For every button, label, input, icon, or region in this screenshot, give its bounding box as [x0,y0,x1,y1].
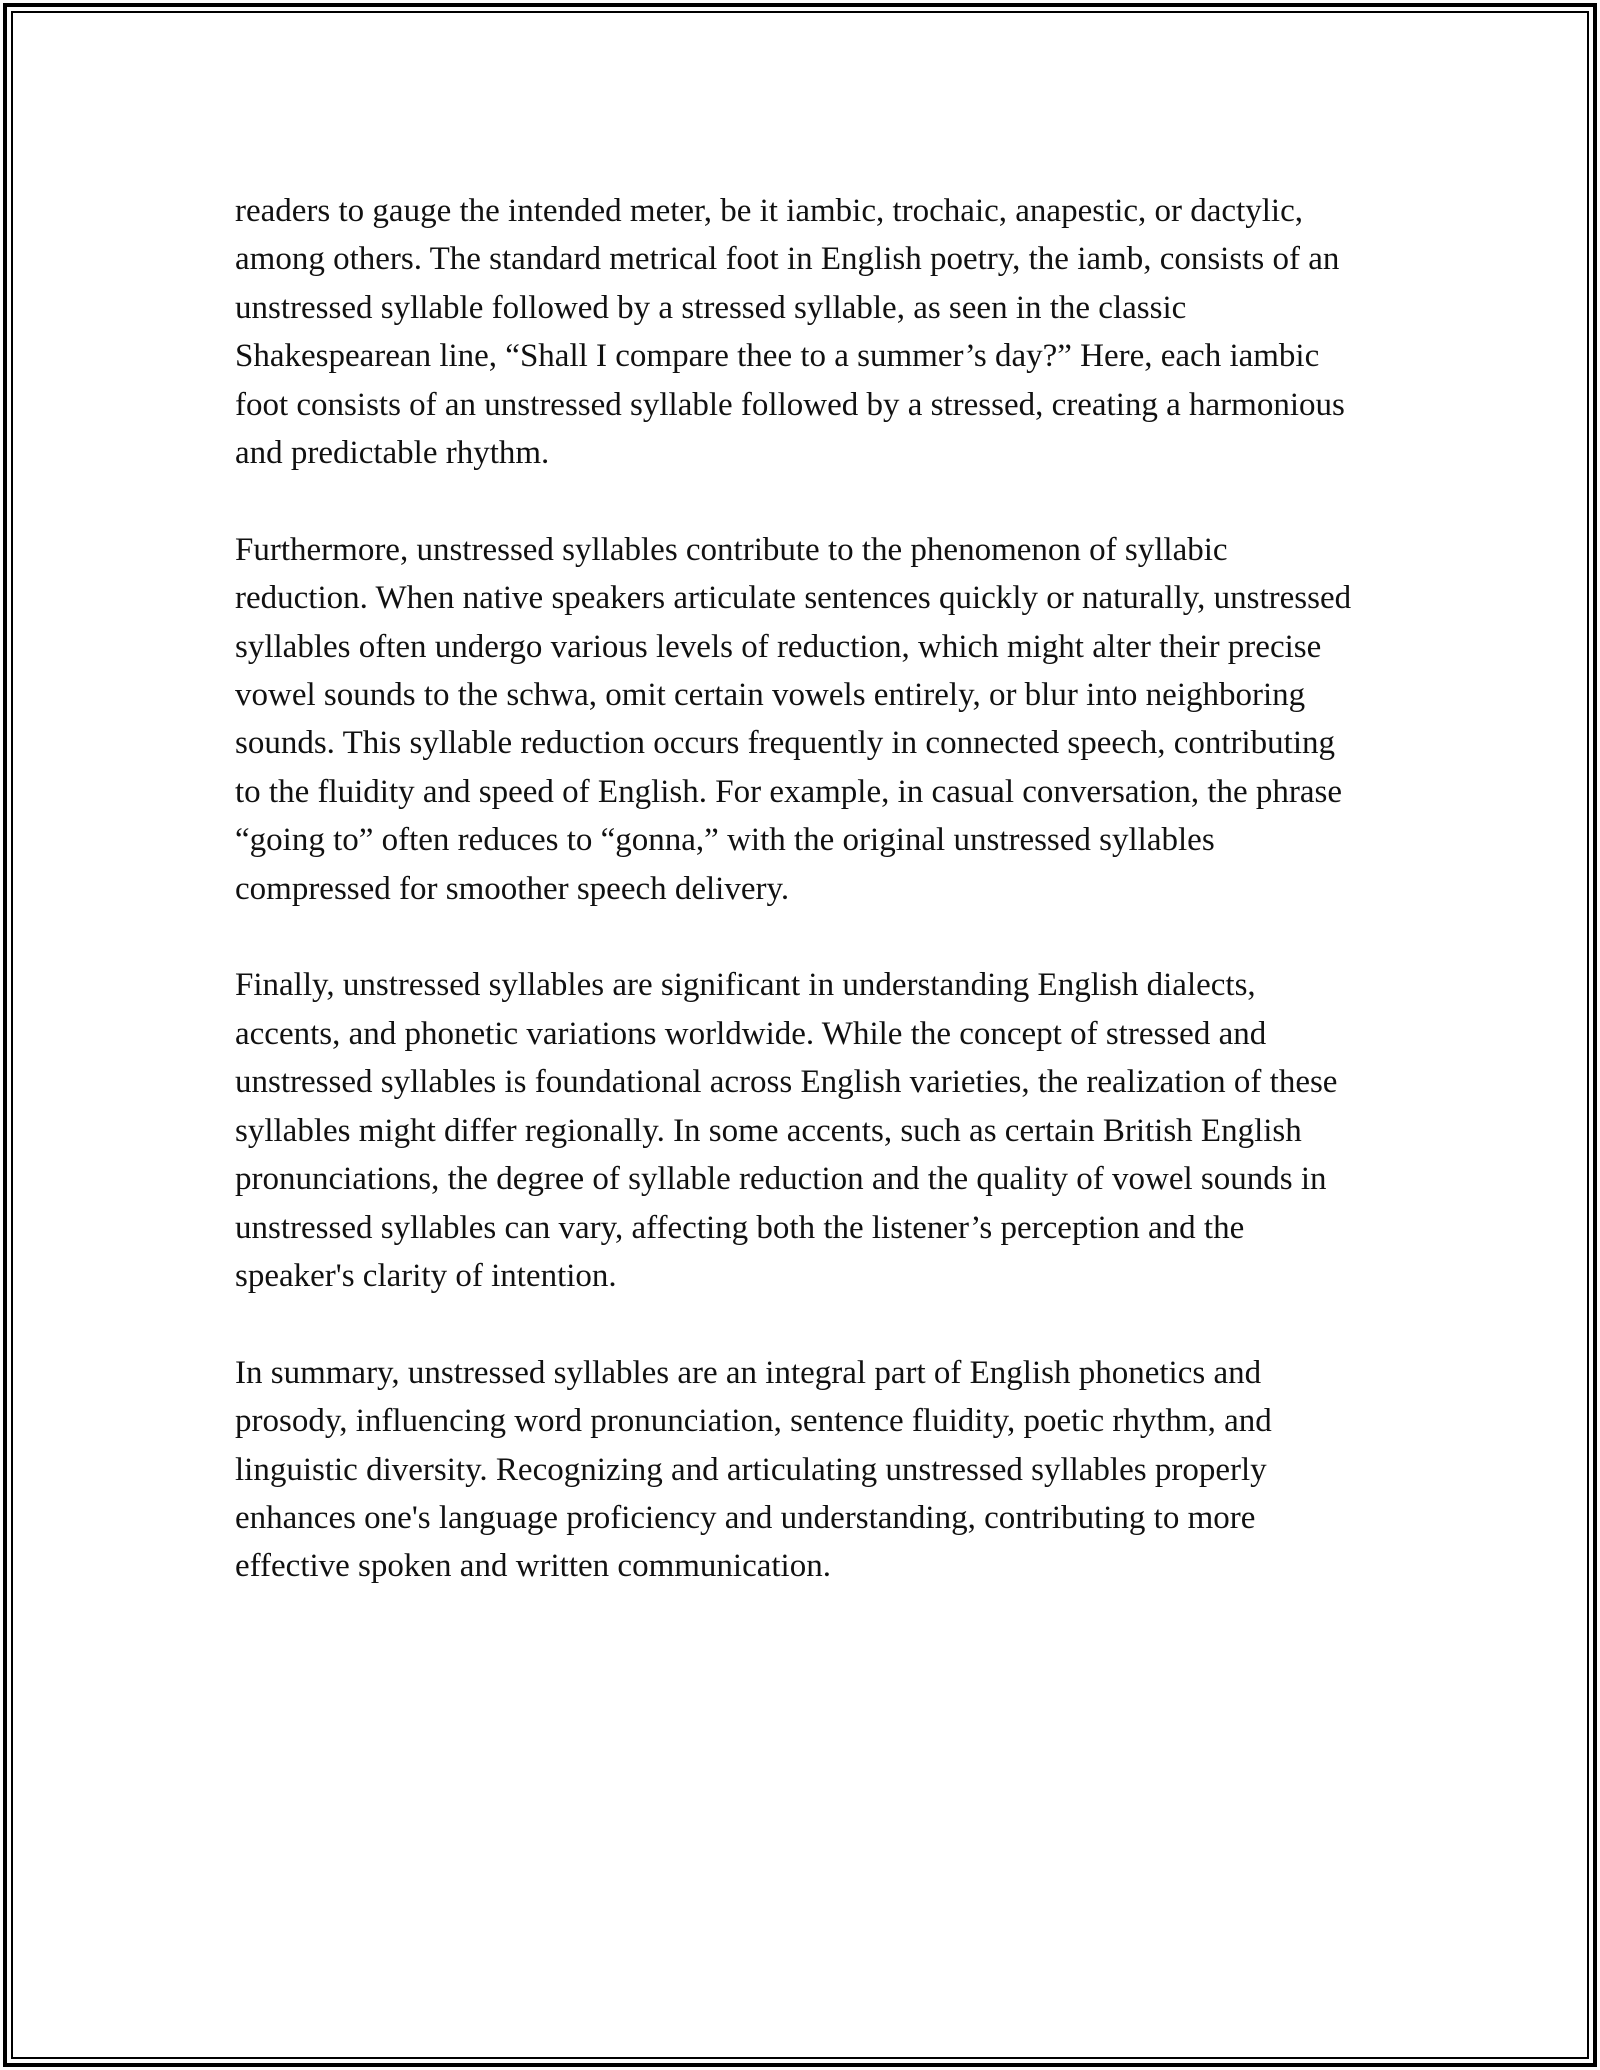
paragraph-dialects: Finally, unstressed syllables are significant in understanding English dialects, accents, and phonetic variations worldwide. While the concept of stressed and unstressed syllables is foundational across English varieties, the realization of these syllables might differ regionally. In some accents, such as certain British English pronunciations, the degree of syllable reduction and the quality of vowel sounds in unstressed syllables can vary, affecting both the listener’s perception and the speaker's clarity of intention. [235,967,1338,1294]
paragraph-syllabic-reduction: Furthermore, unstressed syllables contribute to the phenomenon of syllabic reduction. When native speakers articulate sentences quickly or naturally, unstressed syllables often undergo various levels of reduction, which might alter their precise vowel sounds to the schwa, omit certain vowels entirely, or blur into neighboring sounds. This syllable reduction occurs frequently in connected speech, contributing to the fluidity and speed of English. For example, in casual conversation, the phrase “going to” often reduces to “gonna,” with the original unstressed syllables compressed for smoother speech delivery. [235,531,1352,907]
paragraph-summary: In summary, unstressed syllables are an integral part of English phonetics and prosody, influencing word pronunciation, sentence fluidity, poetic rhythm, and linguistic diversity. Recognizing and articulating unstressed syllables properly enhances one's language proficiency and understanding, contributing to more effective spoken and written communication. [235,1354,1272,1585]
paragraph-meter: readers to gauge the intended meter, be it iambic, trochaic, anapestic, or dactylic, among others. The standard metrical foot in English poetry, the iamb, consists of an unstressed syllable followed by a stressed syllable, as seen in the classic Shakespearean line, “Shall I compare thee to a summer’s day?” Here, each iambic foot consists of an unstressed syllable followed by a stressed, creating a harmonious and predictable rhythm. [235,193,1345,472]
document-body [235,187,1365,1639]
